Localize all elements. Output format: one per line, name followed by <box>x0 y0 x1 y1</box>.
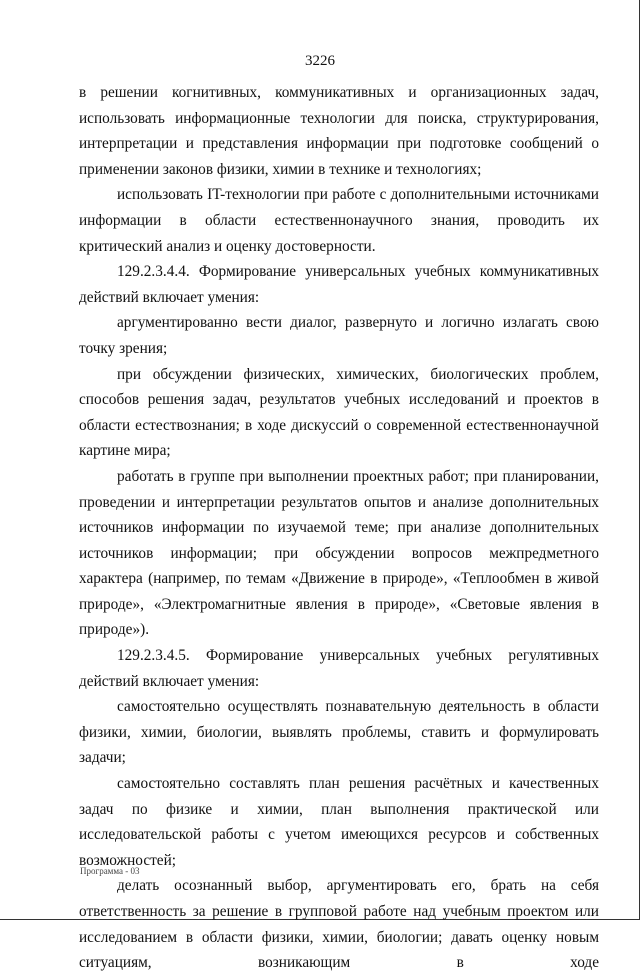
paragraph: самостоятельно составлять план решения расчётных и качественных задач по физике и химии, план выполнения практической или исследовательской работы с учетом имеющихся ресурсов и собственных возможностей; <box>79 775 599 869</box>
paragraph: работать в группе при выполнении проектных работ; при планировании, проведении и интерпретации результатов опытов и анализе дополнительных источников информации по изучаемой теме; при анализе дополнительных источников информации; при обсуждении вопросов межпредметного характера (например, по темам «Движение в природе», «Теплообмен в живой природе», «Электромагнитные явления в природе», «Световые явления в природе»). <box>79 467 599 639</box>
paragraph: в решении когнитивных, коммуникативных и организационных задач, использовать информационные технологии для поиска, структурирования, интерпретации и представления информации при подготовке сообщений о применении законов физики, химии в технике и технологиях; <box>79 84 599 178</box>
section-heading-paragraph: 129.2.3.4.5. Формирование универсальных учебных регулятивных действий включает умения: <box>79 647 599 690</box>
page-number: 3226 <box>305 53 335 69</box>
section-heading-paragraph: 129.2.3.4.4. Формирование универсальных учебных коммуникативных действий включает умения: <box>79 263 599 306</box>
paragraph: самостоятельно осуществлять познавательную деятельность в области физики, химии, биологии, выявлять проблемы, ставить и формулировать задачи; <box>79 698 599 767</box>
body-text <box>79 80 599 976</box>
paragraph: аргументированно вести диалог, развернуто и логично излагать свою точку зрения; <box>79 314 599 357</box>
paragraph: при обсуждении физических, химических, биологических проблем, способов решения задач, результатов учебных исследований и проектов в области естествознания; в ходе дискуссий о современной естественнонаучной картине мира; <box>79 365 599 460</box>
paragraph: делать осознанный выбор, аргументировать его, брать на себя ответственность за решение в групповой работе над учебным проектом или исследованием в области физики, химии, биологии; давать оценку новым ситуациям, возникающим в ходе <box>79 877 599 972</box>
footer-program-label: Программа - 03 <box>80 866 140 876</box>
paragraph: использовать IT-технологии при работе с дополнительными источниками информации в области естественнонаучного знания, проводить их критический анализ и оценку достоверности. <box>79 186 599 255</box>
